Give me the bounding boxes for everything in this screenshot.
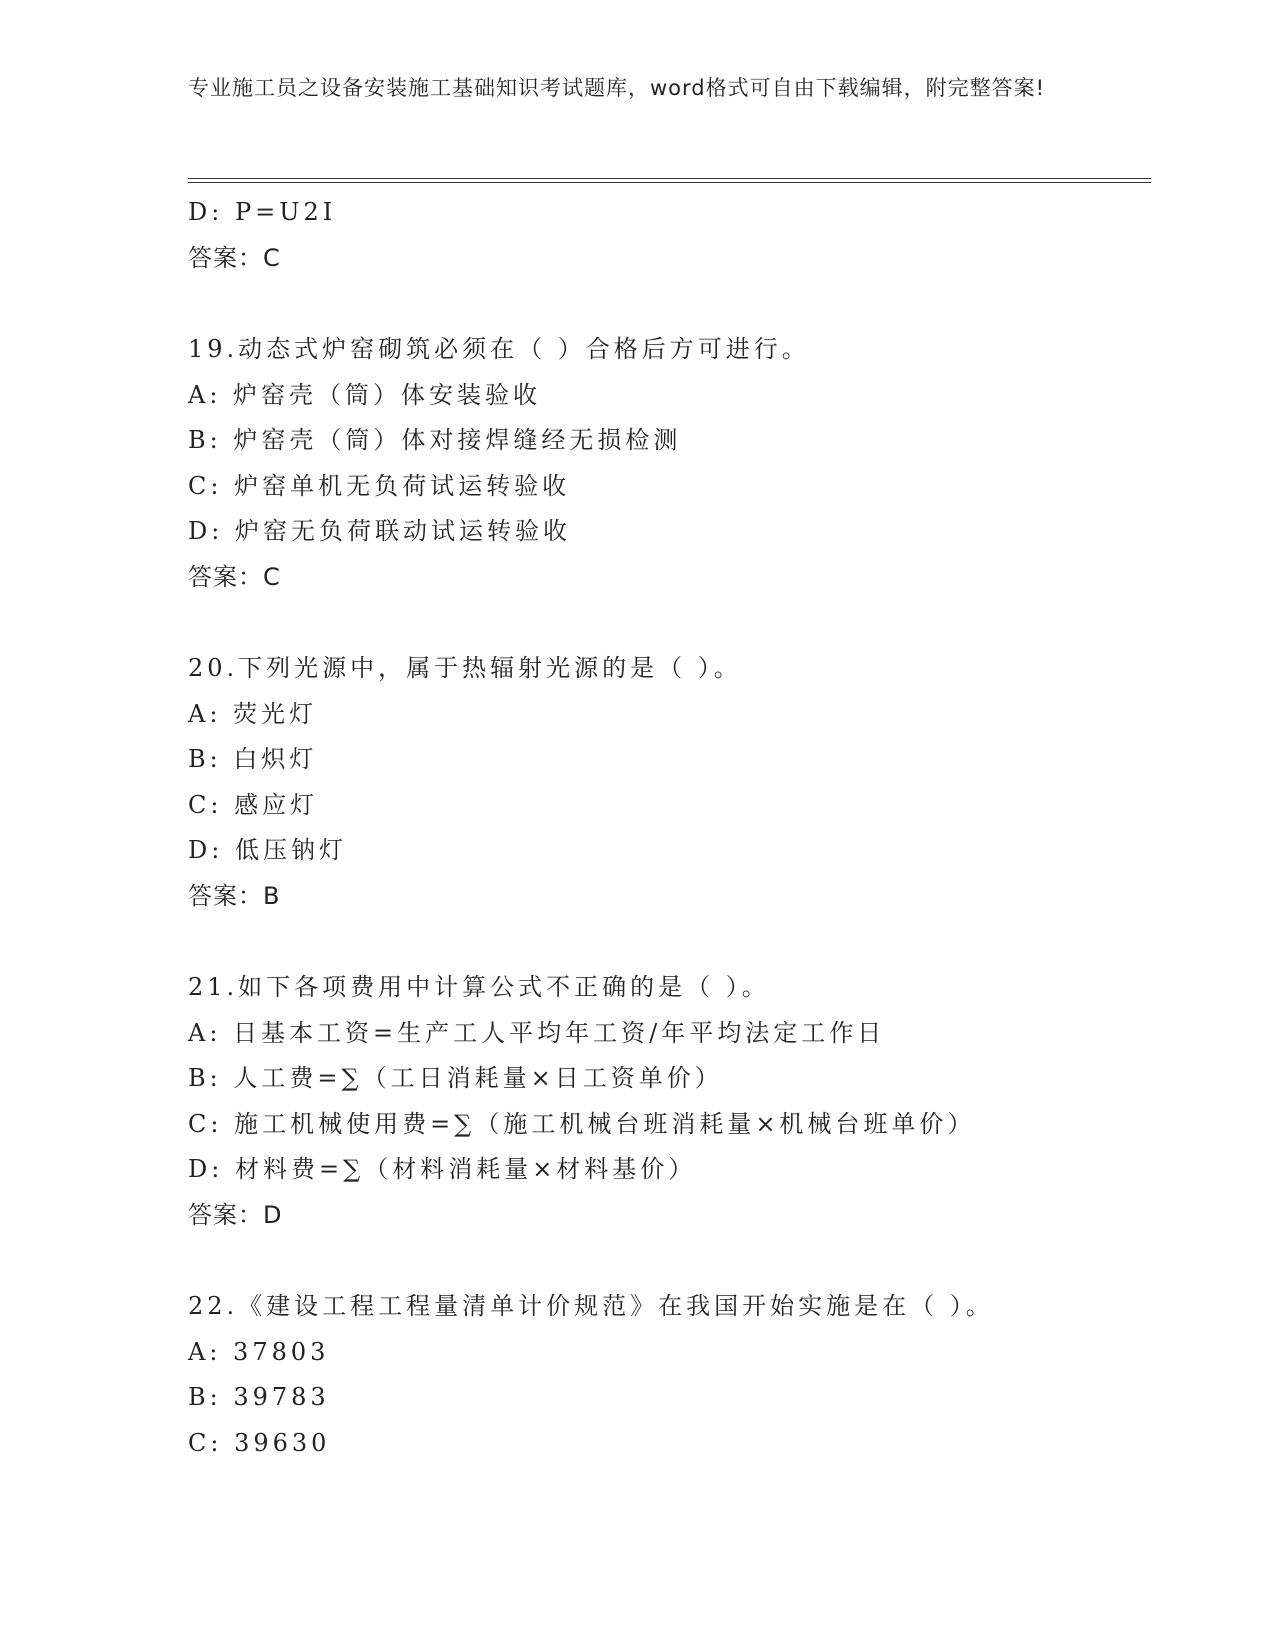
option-d: D: 低压钠灯	[188, 836, 347, 864]
header-divider-top	[188, 178, 1151, 179]
document-header: 专业施工员之设备安装施工基础知识考试题库，word格式可自由下载编辑，附完整答案!	[188, 76, 1046, 100]
option-d: D: 材料费=∑（材料消耗量×材料基价）	[188, 1155, 697, 1183]
option-d: D: P=U2I	[188, 198, 337, 226]
option-c: C: 施工机械使用费=∑（施工机械台班消耗量×机械台班单价）	[188, 1109, 976, 1138]
spacer	[188, 281, 1148, 327]
option-b: B: 人工费=∑（工日消耗量×日工资单价）	[188, 1064, 723, 1092]
spacer	[188, 919, 1148, 965]
document-body	[188, 190, 1148, 1466]
answer: 答案：C	[188, 243, 281, 272]
answer: 答案：C	[188, 562, 281, 591]
option-a: A: 炉窑壳（筒）体安装验收	[188, 380, 542, 409]
question-stem: 19.动态式炉窑砌筑必须在（ ）合格后方可进行。	[188, 335, 810, 363]
question-stem: 22.《建设工程工程量清单计价规范》在我国开始实施是在（ ）。	[188, 1292, 994, 1320]
answer: 答案：D	[188, 1200, 283, 1229]
question-stem: 21.如下各项费用中计算公式不正确的是（ ）。	[188, 973, 770, 1001]
option-b: B: 炉窑壳（筒）体对接焊缝经无损检测	[188, 426, 682, 454]
option-a: A: 荧光灯	[188, 699, 318, 728]
option-b: B: 39783	[188, 1383, 330, 1411]
option-c: C: 39630	[188, 1428, 331, 1457]
option-d: D: 炉窑无负荷联动试运转验收	[188, 517, 571, 545]
header-divider-bottom	[188, 182, 1151, 183]
option-c: C: 炉窑单机无负荷试运转验收	[188, 471, 571, 500]
answer: 答案：B	[188, 881, 281, 910]
question-stem: 20.下列光源中，属于热辐射光源的是（ ）。	[188, 654, 742, 682]
spacer	[188, 600, 1148, 646]
option-c: C: 感应灯	[188, 790, 319, 819]
option-b: B: 白炽灯	[188, 745, 318, 773]
spacer	[188, 1238, 1148, 1284]
option-a: A: 日基本工资=生产工人平均年工资/年平均法定工作日	[188, 1018, 886, 1047]
option-a: A: 37803	[188, 1337, 330, 1366]
